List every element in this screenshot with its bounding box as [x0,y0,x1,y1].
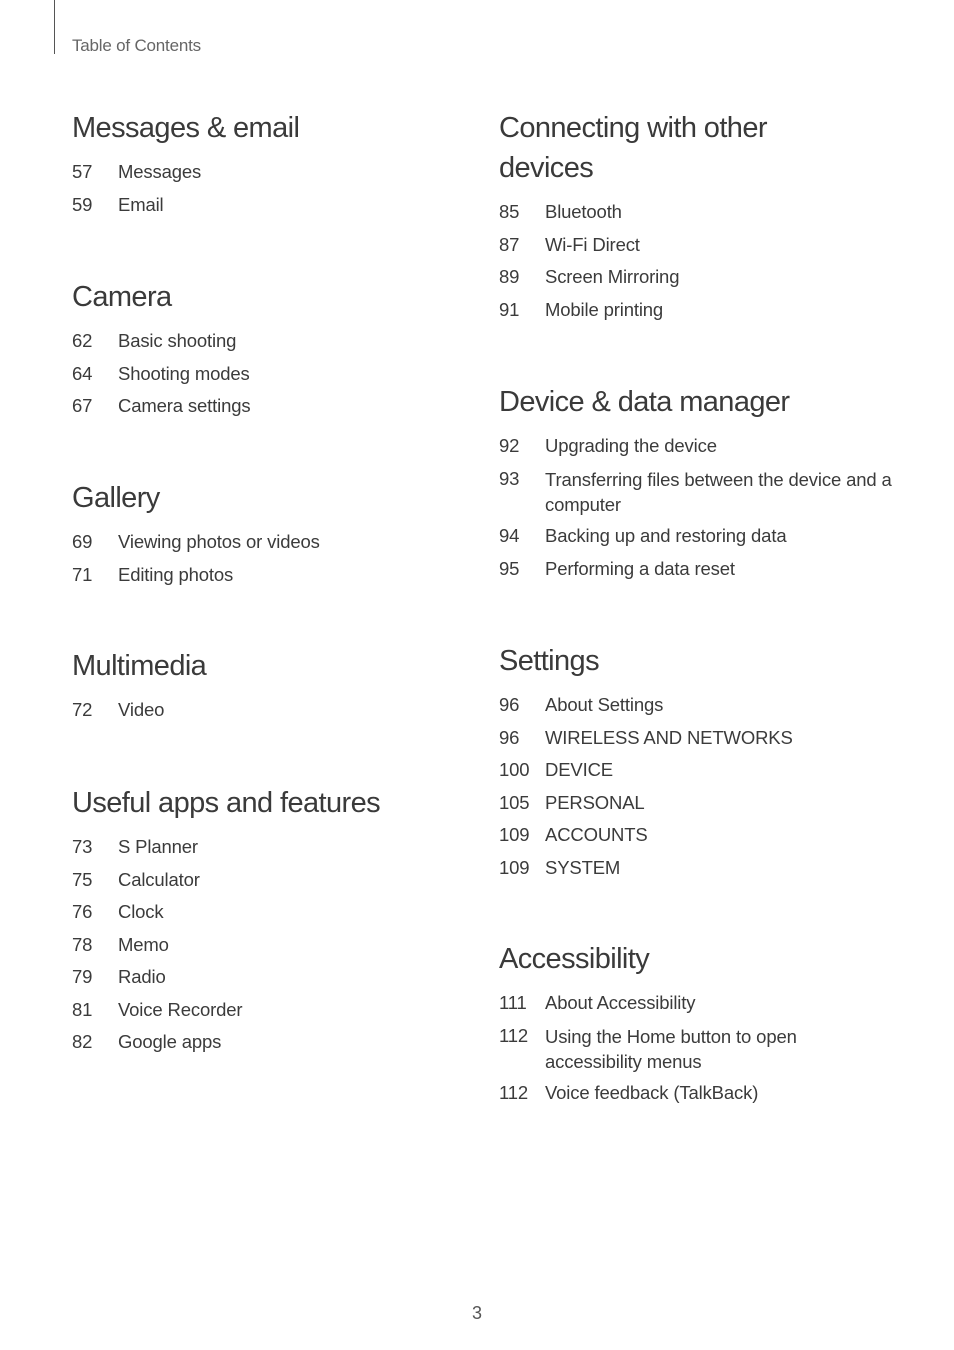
toc-entry[interactable] [499,196,899,229]
toc-entry[interactable] [499,819,899,852]
entry-title: DEVICE [545,759,613,780]
entry-title: Using the Home button to open accessibility menus [545,1025,797,1072]
entry-title: PERSONAL [545,791,645,813]
entry-title: Basic shooting [118,330,237,351]
section-title: Gallery [72,482,160,514]
section-title: Multimedia [72,650,207,682]
toc-section-messages-email [72,108,472,221]
toc-entry[interactable] [72,390,472,423]
toc-entry[interactable] [72,358,472,391]
entry-title: Viewing photos or videos [118,531,320,552]
entry-page-number: 73 [72,836,93,857]
toc-entry[interactable] [72,694,472,727]
toc-entry[interactable] [499,1020,899,1078]
entry-page-number: 57 [72,161,93,182]
header-rule [54,0,55,54]
entry-title: Editing photos [118,563,234,585]
entry-page-number: 91 [499,298,520,320]
entry-page-number: 64 [72,362,93,384]
entry-page-number: 76 [72,901,93,922]
toc-entry[interactable] [72,189,472,222]
toc-section-accessibility [499,939,899,1110]
entry-title: S Planner [118,836,198,857]
entry-page-number: 59 [72,193,93,215]
entry-title: Shooting modes [118,362,250,384]
entry-title: Performing a data reset [545,557,735,579]
entry-page-number: 112 [499,1024,529,1046]
entry-title: Mobile printing [545,298,664,320]
entry-page-number: 87 [499,233,520,255]
entry-page-number: 72 [72,699,93,720]
toc-entry[interactable] [499,722,899,755]
section-title: Camera [72,281,172,313]
entry-title: Voice feedback (TalkBack) [545,1082,759,1103]
entry-page-number: 109 [499,824,530,845]
toc-entry[interactable] [72,156,472,189]
entry-title: Calculator [118,868,200,890]
entry-title: Bluetooth [545,201,622,222]
entry-title: Backing up and restoring data [545,525,787,546]
section-title: Useful apps and features [72,787,381,819]
section-title: Device & data manager [499,386,790,418]
section-title: Connecting with other devices [499,112,767,184]
toc-entry[interactable] [499,1077,899,1110]
toc-entry[interactable] [72,526,472,559]
toc-entry[interactable] [499,463,899,521]
entry-page-number: 92 [499,435,520,456]
toc-section-settings [499,641,899,884]
entry-page-number: 82 [72,1031,93,1052]
toc-section-connecting [499,108,899,326]
entry-title: WIRELESS AND NETWORKS [545,726,793,748]
entry-page-number: 109 [499,856,530,878]
toc-entry[interactable] [499,852,899,885]
entry-title: Messages [118,161,202,182]
toc-entry[interactable] [499,787,899,820]
page-number: 3 [471,1303,482,1323]
toc-entry[interactable] [72,559,472,592]
toc-entry[interactable] [72,1026,472,1059]
entry-title: Clock [118,901,164,922]
entry-page-number: 95 [499,557,520,579]
toc-entry[interactable] [499,520,899,553]
running-header: Table of Contents [72,36,201,55]
toc-entry[interactable] [72,896,472,929]
entry-title: About Accessibility [545,992,696,1013]
entry-page-number: 105 [499,791,530,813]
section-title: Messages & email [72,112,300,144]
toc-entry[interactable] [499,430,899,463]
entry-title: Upgrading the device [545,435,717,456]
entry-title: ACCOUNTS [545,824,648,845]
entry-page-number: 75 [72,868,93,890]
toc-entry[interactable] [499,229,899,262]
entry-page-number: 81 [72,998,93,1020]
toc-entry[interactable] [72,831,472,864]
toc-entry[interactable] [499,689,899,722]
toc-section-gallery [72,478,472,591]
section-title: Settings [499,645,599,677]
toc-entry[interactable] [72,325,472,358]
entry-title: About Settings [545,694,664,715]
entry-title: SYSTEM [545,856,621,878]
entry-page-number: 69 [72,531,93,552]
toc-entry[interactable] [72,994,472,1027]
toc-entry[interactable] [72,929,472,962]
entry-title: Wi-Fi Direct [545,233,640,255]
entry-title: Video [118,699,165,720]
entry-page-number: 100 [499,759,530,780]
entry-title: Voice Recorder [118,998,243,1020]
entry-title: Camera settings [118,395,251,416]
entry-title: Email [118,193,164,215]
entry-page-number: 79 [72,966,93,987]
toc-section-multimedia [72,646,472,727]
entry-page-number: 62 [72,330,93,351]
section-title: Accessibility [499,943,650,975]
entry-title: Transferring files between the device and a computer [545,468,892,515]
toc-entry[interactable] [499,294,899,327]
toc-entry[interactable] [72,961,472,994]
entry-page-number: 111 [499,992,527,1013]
entry-page-number: 96 [499,694,520,715]
entry-title: Screen Mirroring [545,266,680,287]
toc-entry[interactable] [499,754,899,787]
entry-title: Radio [118,966,166,987]
entry-title: Memo [118,933,169,955]
entry-page-number: 78 [72,933,93,955]
toc-entry[interactable] [499,987,899,1020]
toc-entry[interactable] [72,864,472,897]
toc-section-device-data-manager [499,382,899,585]
entry-page-number: 89 [499,266,520,287]
toc-entry[interactable] [499,553,899,586]
entry-page-number: 112 [499,1082,529,1103]
entry-page-number: 71 [72,563,93,585]
toc-entry[interactable] [499,261,899,294]
entry-title: Google apps [118,1031,222,1052]
entry-page-number: 93 [499,467,520,489]
toc-section-useful-apps [72,783,472,1059]
entry-page-number: 94 [499,525,520,546]
entry-page-number: 67 [72,395,93,416]
entry-page-number: 85 [499,201,520,222]
toc-section-camera [72,277,472,423]
entry-page-number: 96 [499,726,520,748]
